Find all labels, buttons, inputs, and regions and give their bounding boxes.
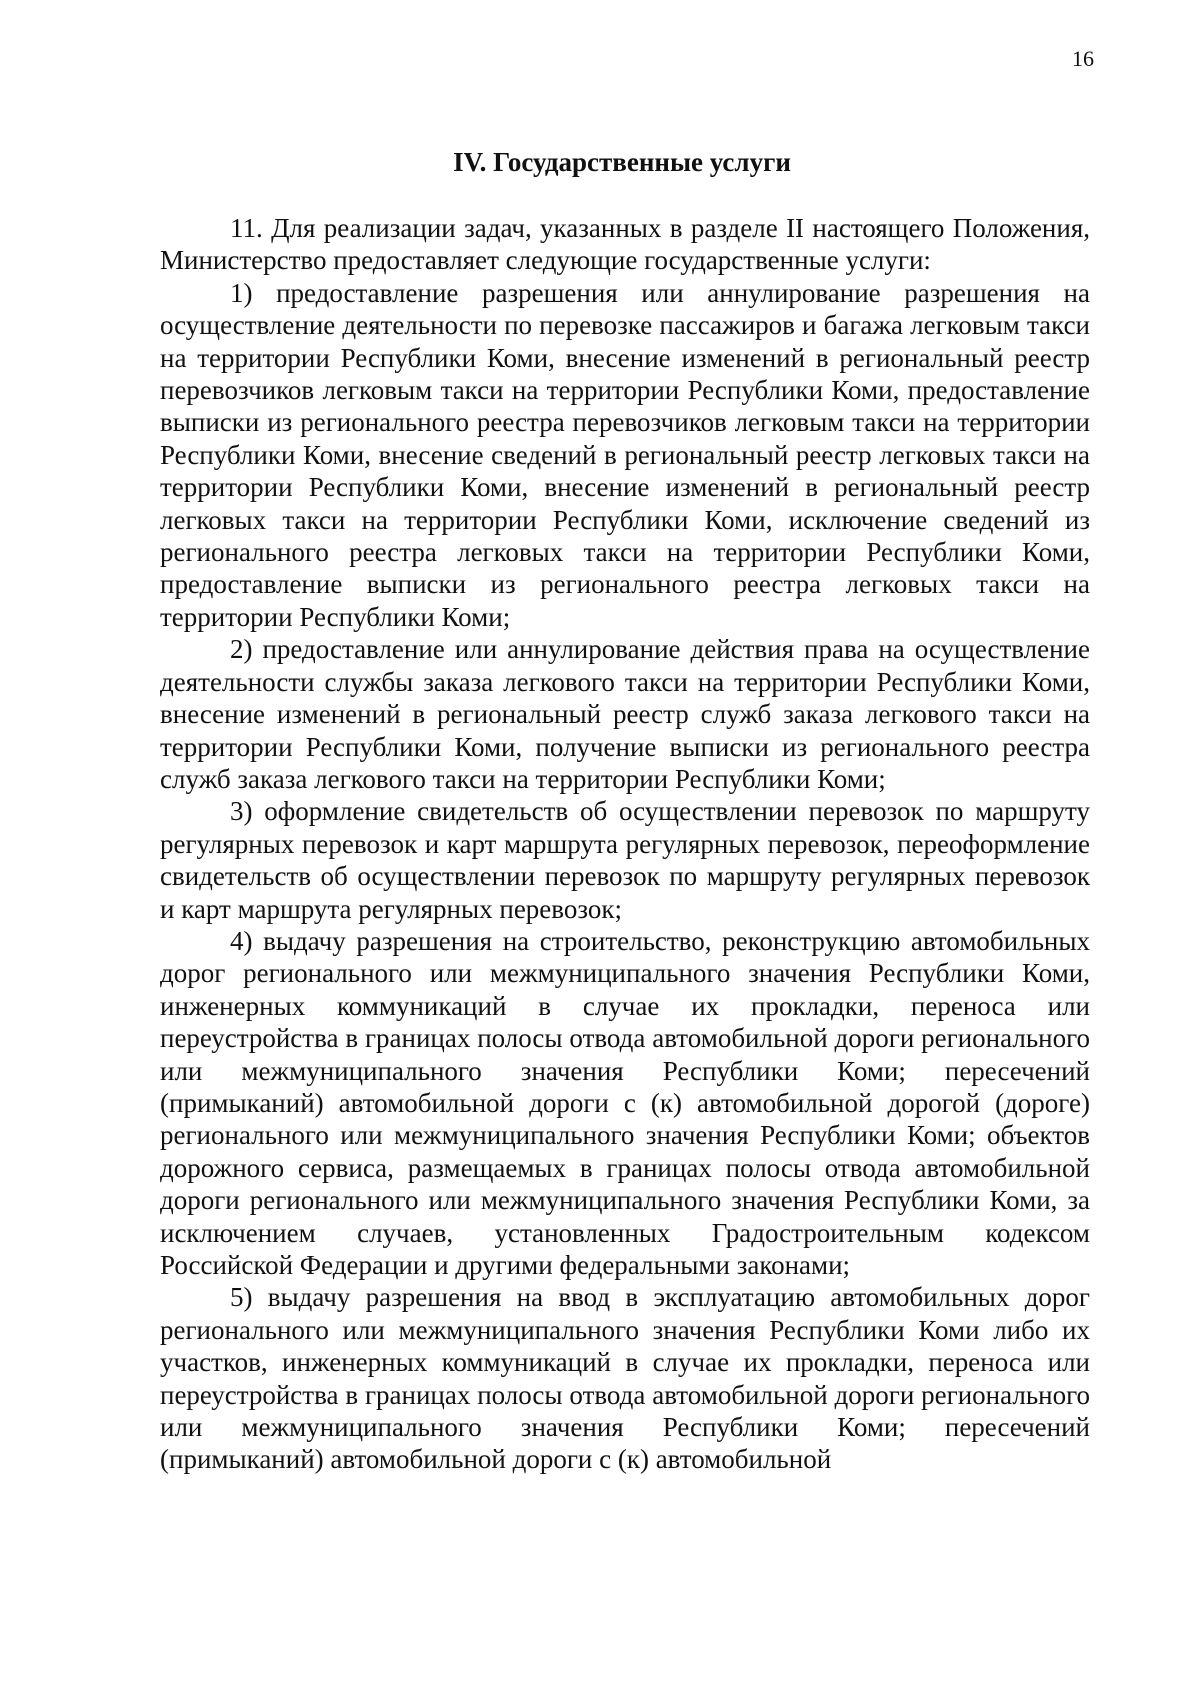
list-item-5-commissioning-permits: 5) выдачу разрешения на ввод в эксплуатацию автомобильных дорог регионального или межмуниципального значения Республики Коми либо их участков, инженерных коммуникаций в случае их прокладки, переноса или переустройства в границах полосы отвода автомобильной дороги регионального или межмуниципального значения Республики Коми; пересечений (примыканий) автомобильной дороги с (к) автомобильной [160, 1282, 1090, 1475]
page-number: 16 [1072, 46, 1094, 71]
list-item-3-route-certificates: 3) оформление свидетельств об осуществлении перевозок по маршруту регулярных перевозок и карт маршрута регулярных перевозок, переоформление свидетельств об осуществлении перевозок по маршруту регулярных перевозок и карт маршрута регулярных перевозок; [160, 796, 1090, 924]
list-item-1-taxi-permits: 1) предоставление разрешения или аннулирование разрешения на осуществление деятельности по перевозке пассажиров и багажа легковым такси на территории Республики Коми, внесение изменений в региональный реестр перевозчиков легковым такси на территории Республики Коми, предоставление выписки из регионального реестра перевозчиков легковым такси на территории Республики Коми, внесение сведений в региональный реестр легковых такси на территории Республики Коми, внесение изменений в региональный реестр легковых такси на территории Республики Коми, исключение сведений из регионального реестра легковых такси на территории Республики Коми, предоставление выписки из регионального реестра легковых такси на территории Республики Коми; [160, 277, 1090, 632]
list-item-4-construction-permits: 4) выдачу разрешения на строительство, реконструкцию автомобильных дорог регионального или межмуниципального значения Республики Коми, инженерных коммуникаций в случае их прокладки, переноса или переустройства в границах полосы отвода автомобильной дороги регионального или межмуниципального значения Республики Коми; пересечений (примыканий) автомобильной дороги с (к) автомобильной дорогой (дороге) регионального или межмуниципального значения Республики Коми; объектов дорожного сервиса, размещаемых в границах полосы отвода автомобильной дороги регионального или межмуниципального значения Республики Коми, за исключением случаев, установленных Градостроительным кодексом Российской Федерации и другими федеральными законами; [160, 925, 1090, 1280]
section-heading: IV. Государственные услуги [453, 147, 791, 177]
list-item-2-taxi-dispatch: 2) предоставление или аннулирование действия права на осуществление деятельности службы заказа легкового такси на территории Республики Коми, внесение изменений в региональный реестр служб заказа легкового такси на территории Республики Коми, получение выписки из регионального реестра служб заказа легкового такси на территории Республики Коми; [160, 634, 1090, 794]
body-text [160, 212, 1090, 1476]
paragraph-11-intro: 11. Для реализации задач, указанных в разделе II настоящего Положения, Министерство предоставляет следующие государственные услуги: [160, 213, 1090, 276]
